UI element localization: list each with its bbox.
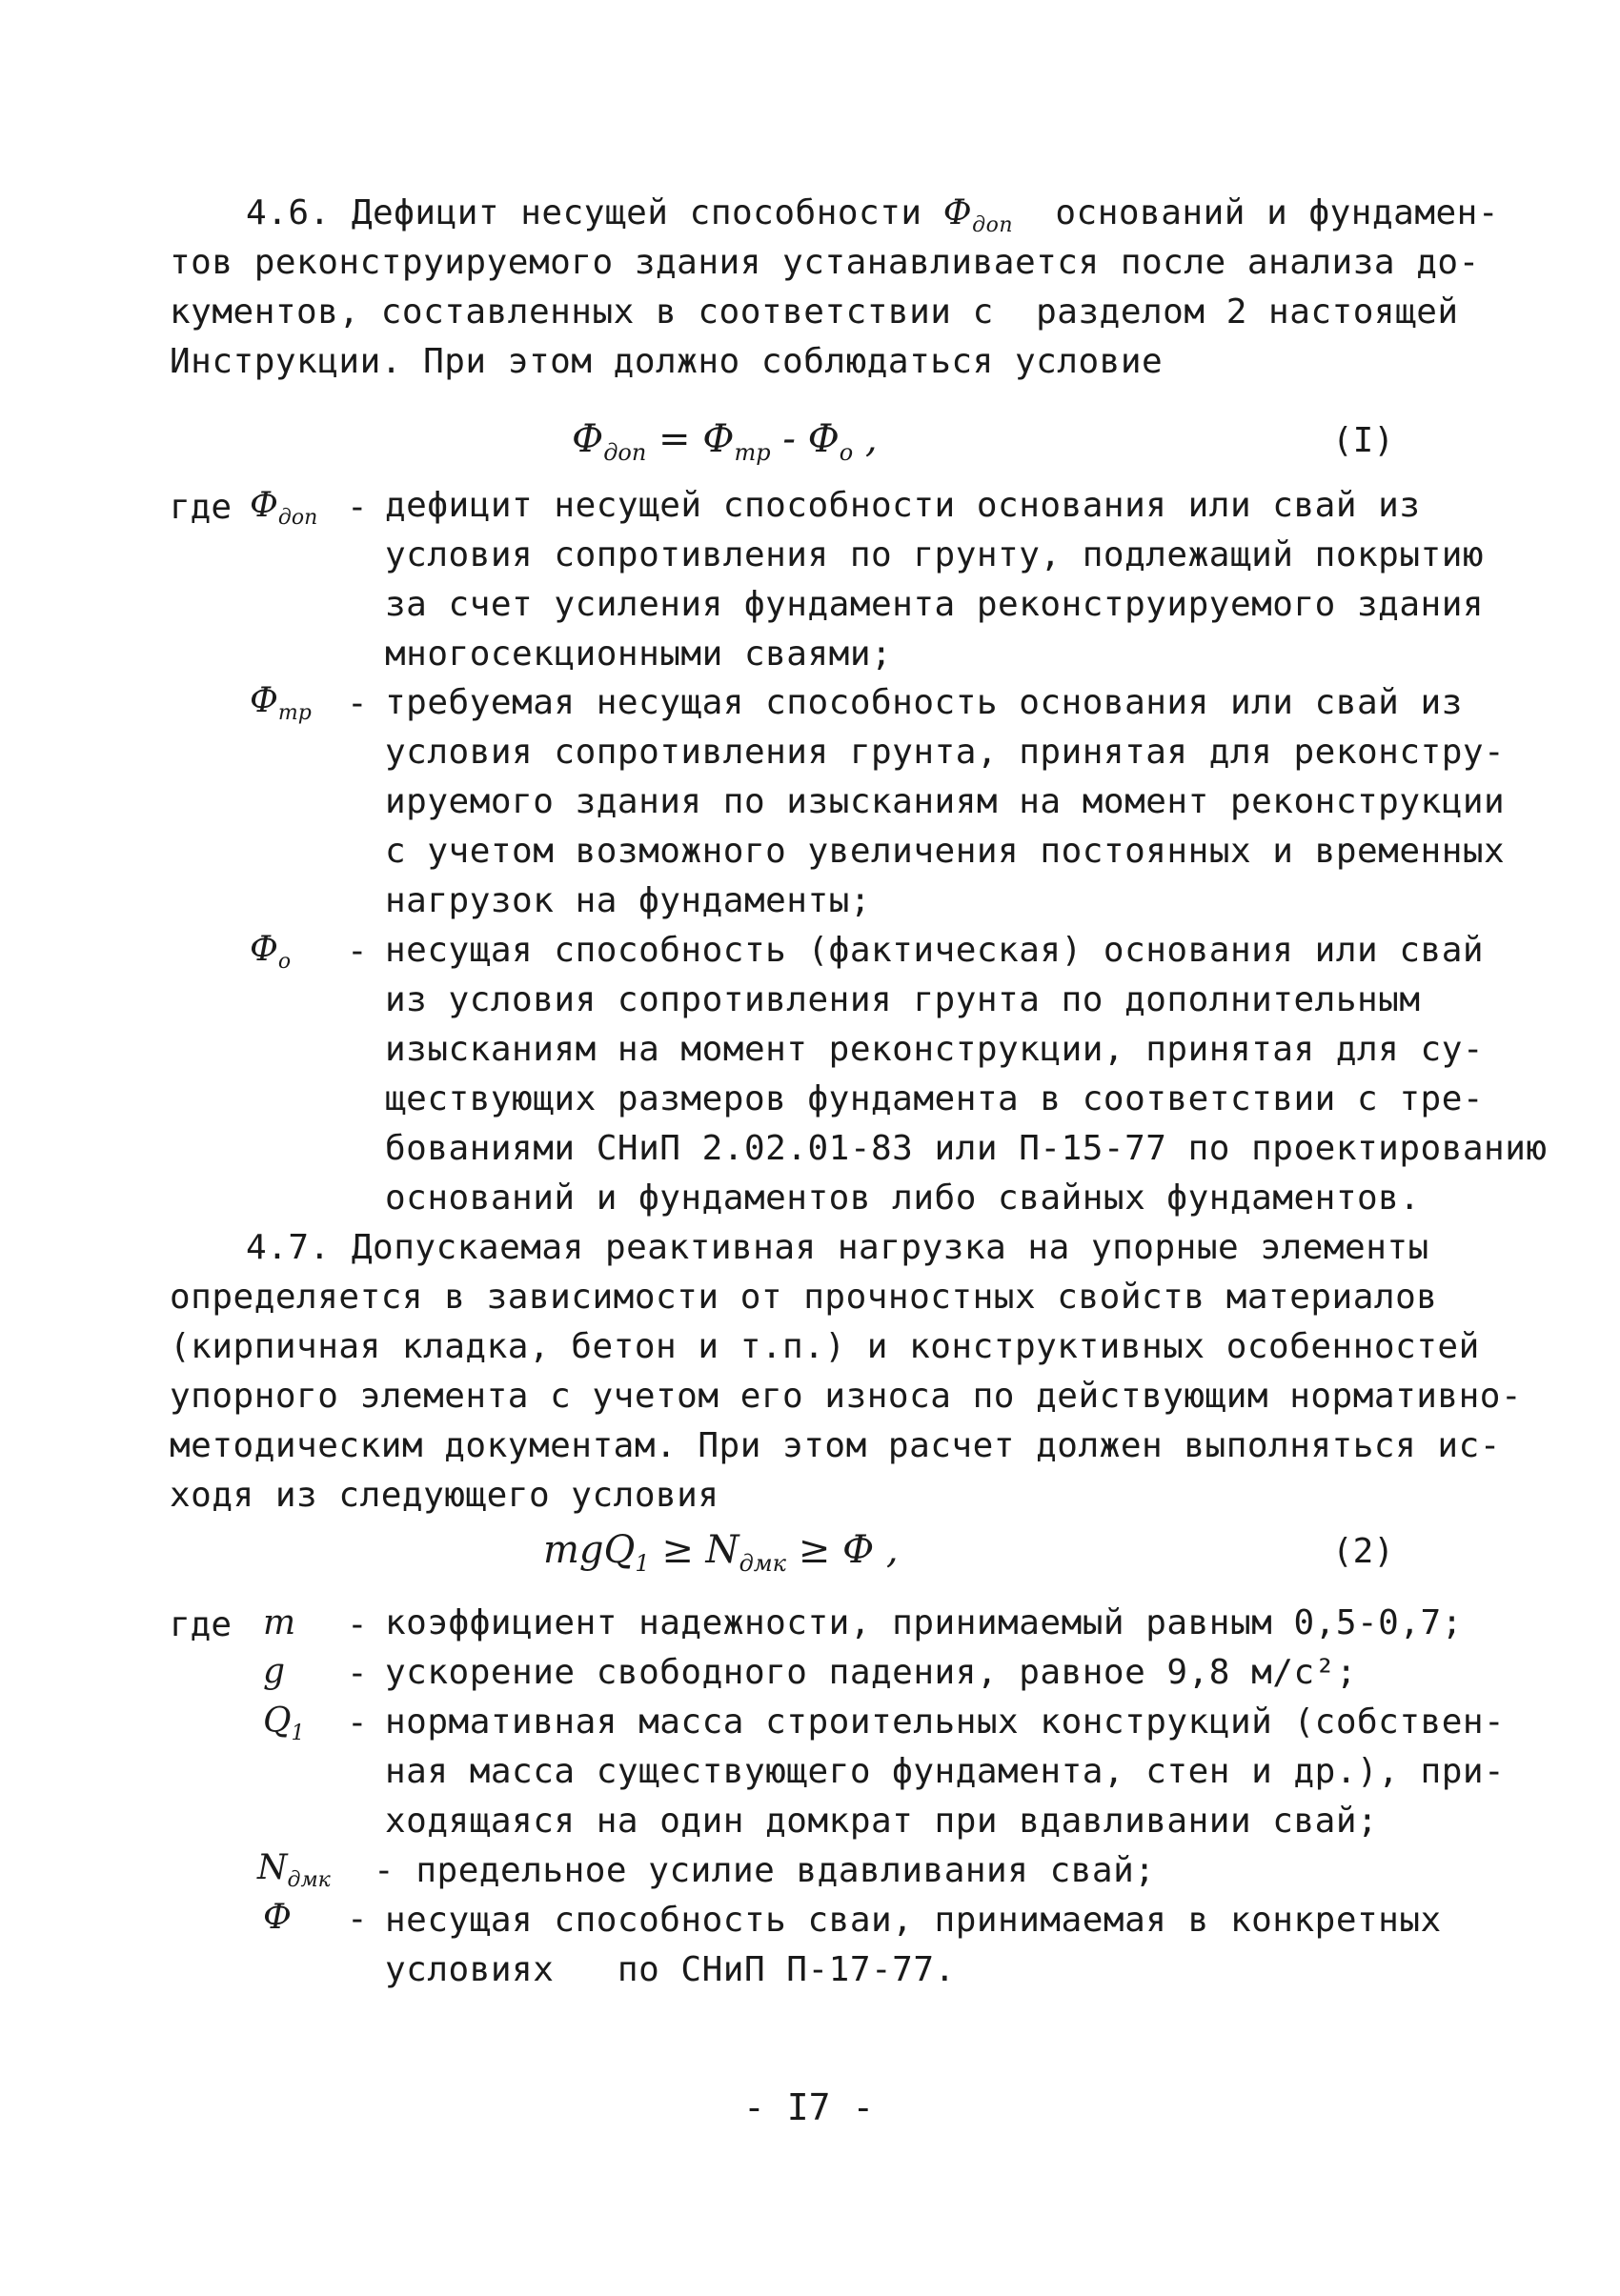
definition-line: ществующих размеров фундамента в соответствии с тре-	[385, 1079, 1485, 1118]
definition-line: ходящаяся на один домкрат при вдавливании свай;	[385, 1802, 1379, 1841]
definition-line: изысканиям на момент реконструкции, принятая для су-	[385, 1030, 1485, 1069]
symbol-phi-dop: $Ф_{доп}$	[250, 486, 318, 531]
paragraph-line: (кирпичная кладка, бетон и т.п.) и конструктивных особенностей	[170, 1327, 1480, 1366]
definition-line: многосекционными сваями;	[385, 634, 893, 674]
dash: -	[347, 684, 368, 723]
dash: -	[347, 932, 368, 971]
formula-1: $Ф_{доп} = Ф_{тр} - Ф_о$ ,	[572, 417, 878, 466]
page-number: - I7 -	[743, 2086, 875, 2128]
definition-line: ная масса существующего фундамента, стен и др.), при-	[385, 1752, 1506, 1791]
definition-line: нормативная масса строительных конструкций (собствен-	[385, 1702, 1506, 1742]
symbol-q1: $Q_1$	[263, 1702, 305, 1746]
definition-line: с учетом возможного увеличения постоянных и временных	[385, 832, 1506, 871]
paragraph-line: Инструкции. При этом должно соблюдаться условие	[170, 342, 1164, 381]
definition-line: несущая способность сваи, принимаемая в конкретных	[385, 1901, 1442, 1940]
paragraph-line: упорного элемента с учетом его износа по действующим нормативно-	[170, 1377, 1523, 1416]
dash: -	[347, 1654, 368, 1693]
equation-number-1: (I)	[1332, 421, 1395, 460]
definition-line: ускорение свободного падения, равное 9,8 м/с²;	[385, 1653, 1357, 1692]
definition-line: ируемого здания по изысканиям на момент реконструкции	[385, 782, 1506, 821]
symbol-phi: Ф	[263, 1898, 292, 1937]
paragraph-line: методическим документам. При этом расчет должен выполняться ис-	[170, 1426, 1501, 1465]
where-label: где	[170, 1605, 233, 1644]
paragraph-line: ходя из следующего условия	[170, 1476, 719, 1515]
phi-symbol: $Ф_{доп}$	[942, 193, 1013, 238]
definition-line: - предельное усилие вдавливания свай;	[374, 1851, 1156, 1890]
symbol-phi-tr: $Ф_{тр}$	[250, 681, 312, 726]
paragraph-line: кументов, составленных в соответствии с разделом 2 настоящей	[170, 292, 1459, 332]
paragraph-line: 4.6. Дефицит несущей способности $Ф_{доп}$ оснований и фундамен-	[246, 193, 1500, 238]
dash: -	[347, 1703, 368, 1742]
definition-line: нагрузок на фундаменты;	[385, 881, 871, 920]
definition-line: дефицит несущей способности основания или свай из	[385, 486, 1421, 525]
definition-line: оснований и фундаментов либо свайных фундаментов.	[385, 1178, 1421, 1218]
definition-line: требуемая несущая способность основания или свай из	[385, 683, 1463, 722]
where-label: где	[170, 488, 233, 527]
definition-line: за счет усиления фундамента реконструируемого здания	[385, 585, 1485, 624]
symbol-n-dmk: $N_{дмк}$	[257, 1848, 331, 1893]
dash: -	[347, 1605, 368, 1644]
equation-number-2: (2)	[1332, 1532, 1395, 1571]
dash: -	[347, 488, 368, 527]
symbol-phi-o: $Ф_о$	[250, 930, 292, 975]
paragraph-line: определяется в зависимости от прочностных свойств материалов	[170, 1278, 1438, 1317]
definition-line: коэффициент надежности, принимаемый равным 0,5-0,7;	[385, 1603, 1463, 1642]
definition-line: бованиями СНиП 2.02.01-83 или П-15-77 по проектированию	[385, 1129, 1548, 1168]
paragraph-line: 4.7. Допускаемая реактивная нагрузка на упорные элементы	[246, 1228, 1429, 1267]
definition-line: условия сопротивления грунта, принятая для реконстру-	[385, 733, 1506, 772]
formula-2: $mgQ_1 \ge N_{дмк} \ge Ф$ ,	[543, 1528, 899, 1577]
definition-line: условия сопротивления по грунту, подлежащий покрытию	[385, 535, 1485, 574]
definition-line: из условия сопротивления грунта по дополнительным	[385, 980, 1421, 1019]
definition-line: несущая способность (фактическая) основания или свай	[385, 931, 1485, 970]
definition-line: условиях по СНиП П-17-77.	[385, 1950, 956, 1989]
symbol-g: g	[263, 1652, 286, 1691]
paragraph-line: тов реконструируемого здания устанавливается после анализа до-	[170, 243, 1480, 282]
symbol-m: m	[263, 1603, 296, 1642]
dash: -	[347, 1900, 368, 1939]
